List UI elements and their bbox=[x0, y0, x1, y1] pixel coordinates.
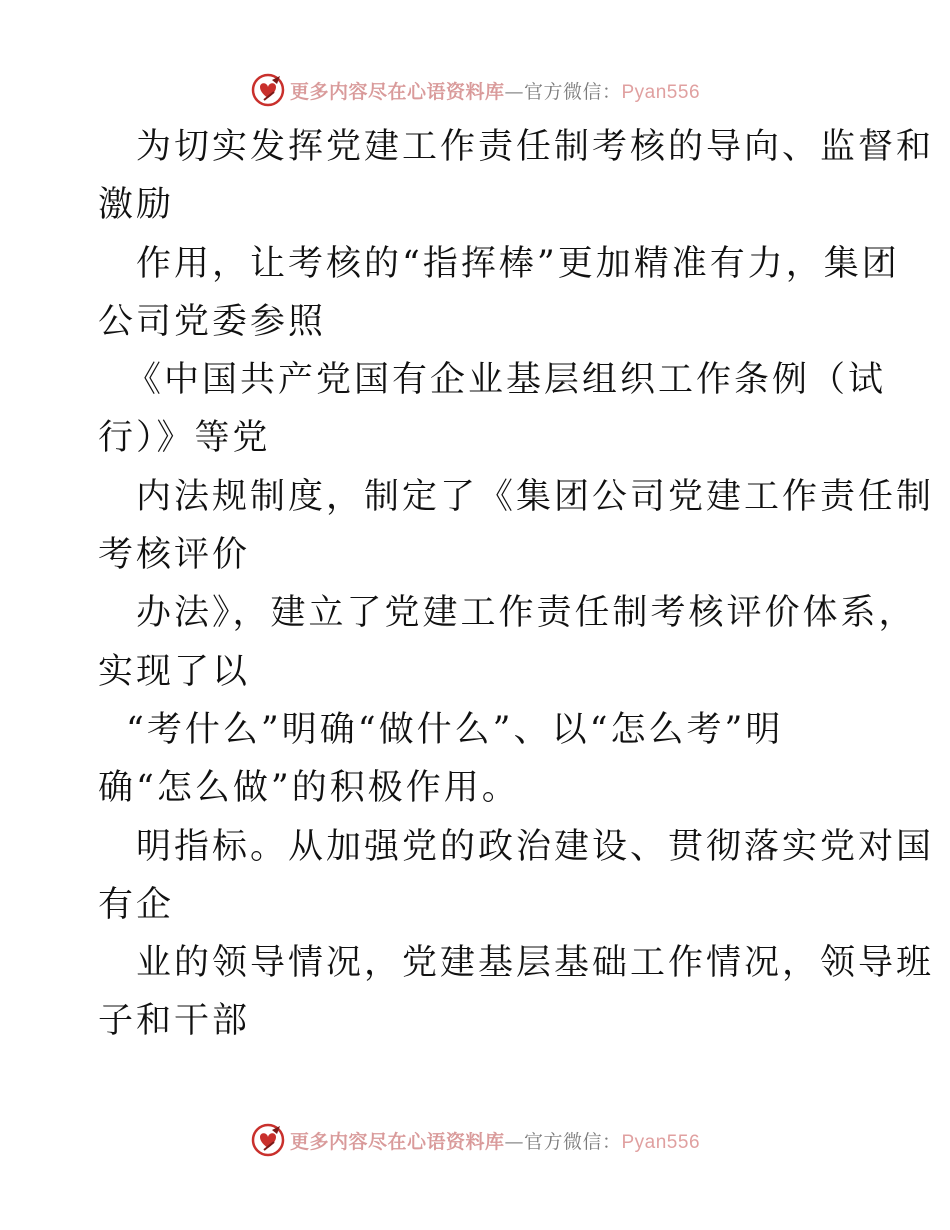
watermark-contact-label: 官方微信： bbox=[523, 80, 622, 103]
text-line: 《中国共产党国有企业基层组织工作条例（试 bbox=[126, 360, 887, 401]
watermark-wechat-id: Pyan556 bbox=[621, 1131, 701, 1153]
text-line: 行）》等党 bbox=[98, 418, 271, 459]
text-line: 有企 bbox=[98, 884, 175, 925]
watermark-brand: 更多内容尽在心语资料库 bbox=[289, 1130, 505, 1153]
text-line: 公司党委参照 bbox=[98, 301, 327, 342]
heart-pen-logo-icon bbox=[250, 72, 286, 108]
watermark-text bbox=[290, 1127, 700, 1154]
watermark-dash: — bbox=[504, 1130, 524, 1153]
watermark-contact-label: 官方微信： bbox=[523, 1130, 622, 1153]
watermark-brand: 更多内容尽在心语资料库 bbox=[289, 80, 505, 103]
text-line: 作用，让考核的“指挥棒”更加精准有力，集团 bbox=[136, 243, 900, 284]
text-line: 办法》，建立了党建工作责任制考核评价体系， bbox=[136, 593, 917, 634]
footer-watermark bbox=[0, 1120, 950, 1160]
watermark-dash: — bbox=[504, 80, 524, 103]
text-line: 业的领导情况，党建基层基础工作情况，领导班 bbox=[136, 943, 935, 984]
text-line: 实现了以 bbox=[98, 651, 251, 692]
text-line: 明指标。从加强党的政治建设、贯彻落实党对国 bbox=[136, 826, 935, 867]
document-body bbox=[98, 118, 935, 1051]
text-line: 确“怎么做”的积极作用。 bbox=[98, 768, 520, 809]
text-line: 子和干部 bbox=[98, 1001, 251, 1042]
text-line: 激励 bbox=[98, 185, 175, 226]
text-line: 内法规制度，制定了《集团公司党建工作责任制 bbox=[136, 476, 935, 517]
text-line: 考核评价 bbox=[98, 535, 251, 576]
text-line: 为切实发挥党建工作责任制考核的导向、监督和 bbox=[136, 127, 935, 167]
text-line: “考什么”明确“做什么”、以“怎么考”明 bbox=[126, 709, 784, 750]
watermark-text bbox=[290, 77, 700, 104]
watermark-wechat-id: Pyan556 bbox=[621, 81, 701, 103]
header-watermark bbox=[0, 70, 950, 110]
heart-pen-logo-icon bbox=[250, 1122, 286, 1158]
